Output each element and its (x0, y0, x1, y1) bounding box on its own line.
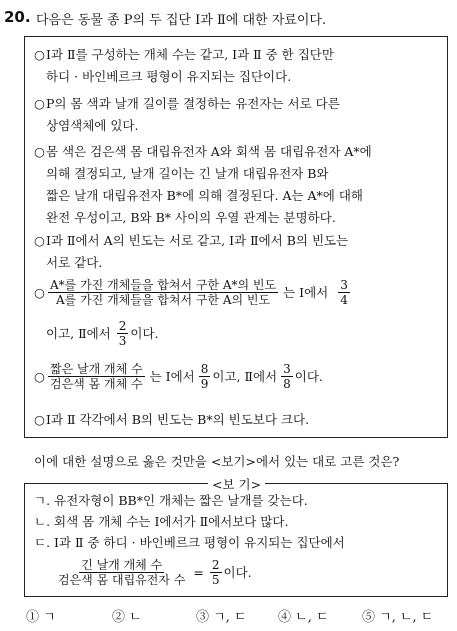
choice-3[interactable]: ③ ㄱ, ㄷ (196, 610, 247, 625)
bogi-title: <보 기> (208, 475, 265, 493)
choice-5[interactable]: ⑤ ㄱ, ㄴ, ㄷ (362, 610, 434, 625)
ratio-pop2: $\frac{2}{3}$ (118, 319, 127, 348)
bullet-3-line-3: 짧은 날개 대립유전자 B*에 의해 결정된다. A는 A*에 대해 (46, 188, 364, 203)
wing-allele-ratio: $\frac{\text{긴 날개 개체 수}}{\text{검은색 몸 대립유전자 수}}$ (58, 558, 186, 587)
bogi-item-d: ㄷ. Ⅰ과 Ⅱ 중 하디 · 바인베르크 평형이 유지되는 집단에서 (34, 535, 345, 550)
bullet-5-line-2: 이고, Ⅱ에서 $\frac{2}{3}$ 이다. (46, 319, 159, 348)
wing-ratio-pop2: $\frac{3}{8}$ (283, 362, 291, 391)
bullet-7-line: ○Ⅰ과 Ⅱ 각각에서 B의 빈도는 B*의 빈도보다 크다. (34, 412, 310, 427)
question-number: 20. (4, 8, 31, 26)
allele-frequency-ratio: $\frac{\text{A*를 가진 개체들을 합쳐서 구한 A*의 빈도}}{\text{A를 가진 개체들을 합쳐서 구한 A의 빈도}}$ (50, 278, 277, 307)
answer-fraction: $\frac{2}{5}$ (211, 558, 220, 587)
choice-1[interactable]: ① ㄱ (26, 610, 56, 625)
bullet-1-line-1: ○Ⅰ과 Ⅱ를 구성하는 개체 수는 같고, Ⅰ과 Ⅱ 중 한 집단만 (34, 47, 334, 62)
question-stem: 다음은 동물 종 P의 두 집단 Ⅰ과 Ⅱ에 대한 자료이다. (36, 13, 327, 28)
bullet-3-line-1: ○몸 색은 검은색 몸 대립유전자 A와 회색 몸 대립유전자 A*에 (34, 144, 372, 159)
bullet-2-line-2: 상염색체에 있다. (46, 118, 139, 133)
choice-4[interactable]: ④ ㄴ, ㄷ (278, 610, 329, 625)
bullet-1-line-2: 하디 · 바인베르크 평형이 유지되는 집단이다. (46, 69, 292, 84)
wing-body-ratio: $\frac{\text{짧은 날개 개체 수}}{\text{검은색 몸 개체 수}}$ (50, 362, 143, 391)
question-prompt: 이에 대한 설명으로 옳은 것만을 <보기>에서 있는 대로 고른 것은? (34, 454, 400, 469)
bullet-3-line-2: 의해 결정되고, 날개 길이는 긴 날개 대립유전자 B와 (46, 166, 329, 181)
bogi-item-n: ㄴ. 회색 몸 개체 수는 Ⅰ에서가 Ⅱ에서보다 많다. (34, 514, 289, 529)
wing-ratio-pop1: $\frac{8}{9}$ (200, 362, 209, 391)
bogi-item-g: ㄱ. 유전자형이 BB*인 개체는 짧은 날개를 갖는다. (34, 493, 308, 508)
bogi-item-d-expression: $\frac{\text{긴 날개 개체 수}}{\text{검은색 몸 대립유전자 수}}$ = $\frac{2}{5}$ 이다. (58, 558, 252, 587)
bullet-3-line-4: 완전 우성이고, B와 B* 사이의 우열 관계는 분명하다. (46, 210, 336, 225)
bullet-6-line: ○ $\frac{\text{짧은 날개 개체 수}}{\text{검은색 몸 개체 수}}$ 는 Ⅰ에서 $\frac{8}{9}$ 이고, Ⅱ에서 $\frac{3}{8}$ 이다. (34, 362, 323, 391)
choice-2[interactable]: ② ㄴ (112, 610, 142, 625)
bullet-4-line-2: 서로 같다. (46, 255, 103, 270)
ratio-pop1: $\frac{3}{4}$ (340, 278, 348, 307)
bullet-4-line-1: ○Ⅰ과 Ⅱ에서 A의 빈도는 서로 같고, Ⅰ과 Ⅱ에서 B의 빈도는 (34, 233, 349, 248)
bullet-2-line-1: ○P의 몸 색과 날개 길이를 결정하는 유전자는 서로 다른 (34, 96, 340, 111)
bullet-5-line-1: ○ $\frac{\text{A*를 가진 개체들을 합쳐서 구한 A*의 빈도}}{\text{A를 가진 개체들을 합쳐서 구한 A의 빈도}}$ 는 Ⅰ에서 $\frac{3}{4}$ (34, 278, 348, 307)
